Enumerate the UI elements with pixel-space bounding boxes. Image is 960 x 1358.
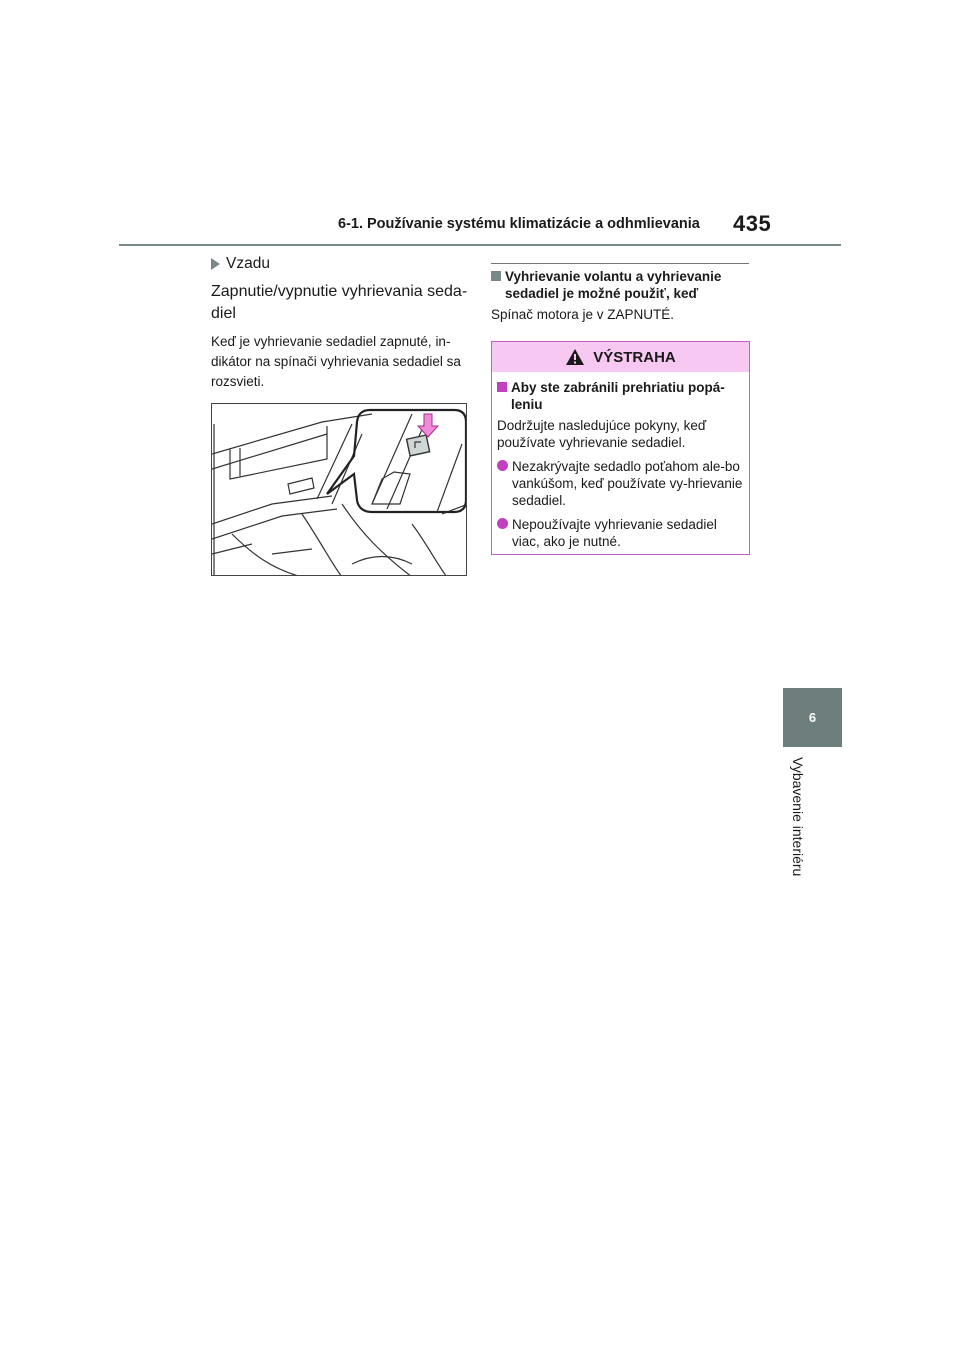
right-heading [491,268,749,302]
section-title: 6-1. Používanie systému klimatizácie a odhmlievania [338,216,700,232]
square-bullet-icon [491,271,501,281]
section-divider [491,263,749,264]
car-interior-drawing [212,404,467,576]
right-body: Spínač motora je v ZAPNUTÉ. [491,307,675,322]
warning-bullet-text: Nepoužívajte vyhrievanie sedadiel viac, ako je nutné. [512,517,717,549]
page-number: 435 [733,211,772,236]
subheading [211,255,471,273]
chapter-tab [783,688,842,747]
subheading-text: Vzadu [226,255,270,272]
warning-header [492,342,749,372]
warning-heading [497,379,745,413]
warning-bullet-text: Nezakrývajte sedadlo poťahom ale-bo vankúšom, keď používate vy-hrievanie sedadiel. [512,459,743,508]
warning-heading-text: Aby ste zabránili prehriatiu popá-leniu [511,380,725,412]
circle-bullet-icon [497,518,508,529]
seat-heater-switch-illustration [211,403,467,576]
circle-bullet-icon [497,460,508,471]
left-heading: Zapnutie/vypnutie vyhrievania seda-diel [211,283,468,322]
chapter-title: Vybavenie interiéru [790,757,806,877]
warning-title: VÝSTRAHA [593,348,676,366]
square-bullet-icon [497,382,507,392]
right-heading-text: Vyhrievanie volantu a vyhrievanie sedadiel je možné použiť, keď [505,269,722,301]
header-divider [119,244,841,246]
warning-bullet [497,516,745,550]
triangle-bullet-icon [211,258,220,270]
left-body: Keď je vyhrievanie sedadiel zapnuté, in-dikátor na spínači vyhrievania sedadiel sa rozsvieti. [211,334,461,389]
warning-triangle-icon [565,348,585,366]
chapter-number: 6 [808,710,817,725]
warning-bullet [497,458,745,509]
warning-body: Dodržujte nasledujúce pokyny, keď používate vyhrievanie sedadiel. [497,418,707,450]
warning-box [491,341,750,555]
